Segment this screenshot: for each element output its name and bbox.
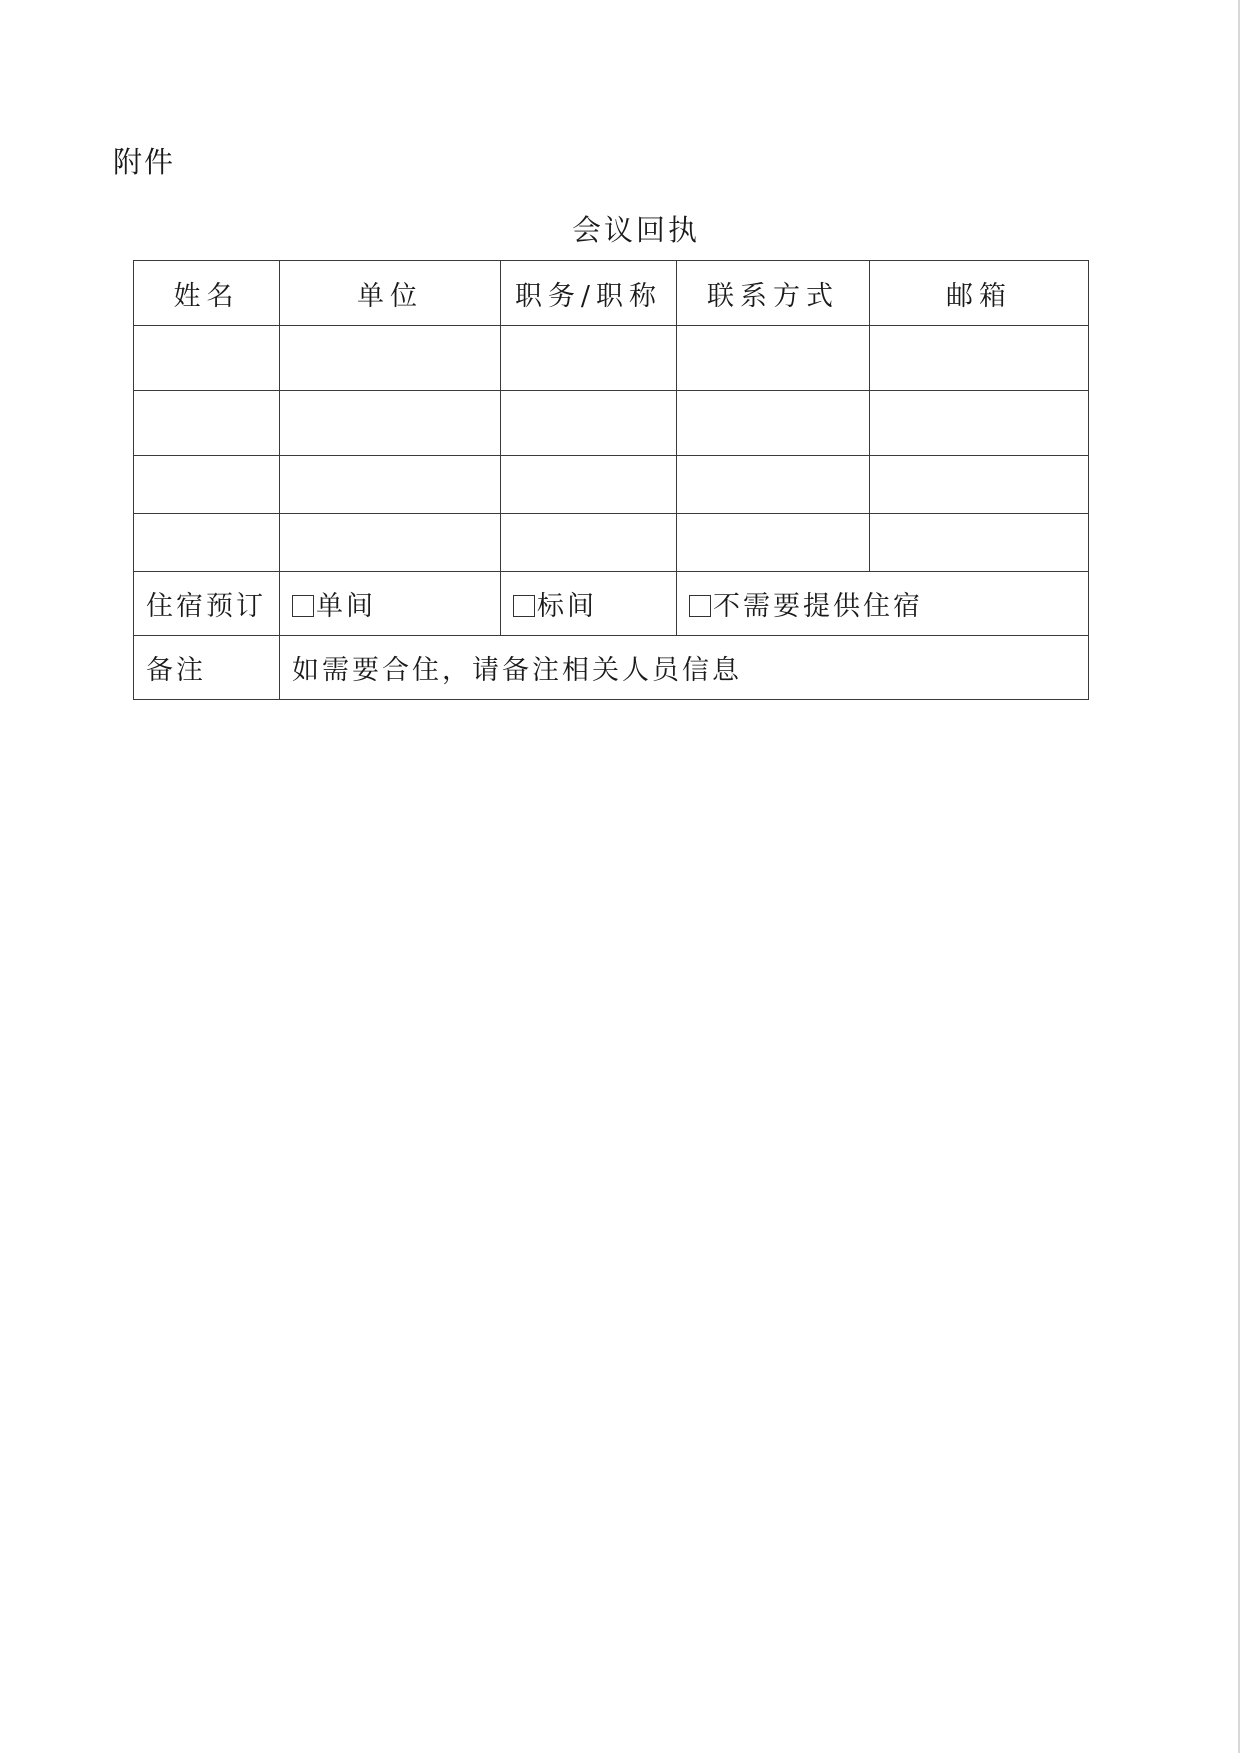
receipt-table xyxy=(133,260,1089,700)
contact-cell[interactable] xyxy=(677,456,870,514)
contact-cell[interactable] xyxy=(677,514,870,572)
header-row xyxy=(134,261,1089,326)
email-cell[interactable] xyxy=(870,391,1089,456)
lodging-option-standard[interactable] xyxy=(501,572,677,636)
contact-cell[interactable] xyxy=(677,391,870,456)
checkbox-icon[interactable] xyxy=(292,595,314,617)
organization-cell[interactable] xyxy=(280,514,501,572)
option-label: 单间 xyxy=(316,591,376,622)
name-cell[interactable] xyxy=(134,391,280,456)
contact-cell[interactable] xyxy=(677,326,870,391)
name-cell[interactable] xyxy=(134,326,280,391)
position-cell[interactable] xyxy=(501,326,677,391)
email-cell[interactable] xyxy=(870,514,1089,572)
attachment-label: 附件 xyxy=(113,145,176,179)
header-organization: 单位 xyxy=(280,261,501,326)
name-cell[interactable] xyxy=(134,456,280,514)
checkbox-icon[interactable] xyxy=(689,595,711,617)
email-cell[interactable] xyxy=(870,456,1089,514)
header-position-title: 职务/职称 xyxy=(501,261,677,326)
position-cell[interactable] xyxy=(501,514,677,572)
lodging-option-none[interactable] xyxy=(677,572,1089,636)
organization-cell[interactable] xyxy=(280,391,501,456)
header-contact: 联系方式 xyxy=(677,261,870,326)
position-cell[interactable] xyxy=(501,456,677,514)
table-row xyxy=(134,391,1089,456)
lodging-label: 住宿预订 xyxy=(134,572,280,636)
lodging-row xyxy=(134,572,1089,636)
header-email: 邮箱 xyxy=(870,261,1089,326)
notes-row xyxy=(134,636,1089,700)
position-cell[interactable] xyxy=(501,391,677,456)
table-row xyxy=(134,514,1089,572)
email-cell[interactable] xyxy=(870,326,1089,391)
table-row xyxy=(134,326,1089,391)
name-cell[interactable] xyxy=(134,514,280,572)
form-title: 会议回执 xyxy=(571,213,700,247)
option-label: 不需要提供住宿 xyxy=(713,591,923,622)
lodging-option-single[interactable] xyxy=(280,572,501,636)
table-row xyxy=(134,456,1089,514)
option-label: 标间 xyxy=(537,591,597,622)
checkbox-icon[interactable] xyxy=(513,595,535,617)
organization-cell[interactable] xyxy=(280,456,501,514)
header-name: 姓名 xyxy=(134,261,280,326)
organization-cell[interactable] xyxy=(280,326,501,391)
notes-text[interactable]: 如需要合住，请备注相关人员信息 xyxy=(280,636,1089,700)
notes-label: 备注 xyxy=(134,636,280,700)
